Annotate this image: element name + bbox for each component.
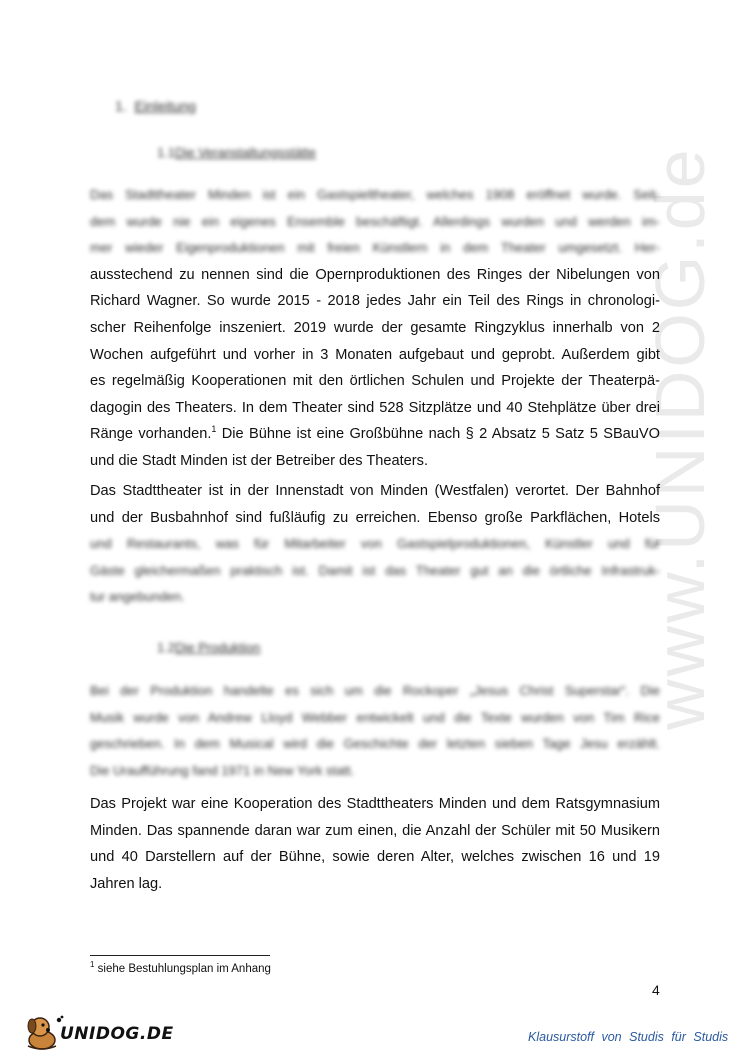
section-heading-1-2 <box>157 640 260 655</box>
text-line: Richard Wagner. So wurde 2015 - 2018 jedes Jahr ein Teil des Rings in chronologi- <box>90 293 660 310</box>
text-line: und 40 Darstellern auf der Bühne, sowie deren Alter, welches zwischen 16 und 19 <box>90 849 660 866</box>
text-line: geschrieben. In dem Musical wird die Geschichte der letzten sieben Tage Jesu erzählt. <box>90 736 660 752</box>
text-line: und Restaurants, was für Mitarbeiter von Gastspielproduktionen, Künstler und für <box>90 536 660 552</box>
section-heading-1-1 <box>157 145 316 160</box>
text-line: dem wurde nie ein eigenes Ensemble beschäftigt. Allerdings wurden und werden im- <box>90 213 660 229</box>
page-number: 4 <box>652 982 660 998</box>
text-line: Die Uraufführung fand 1971 in New York statt. <box>90 762 355 778</box>
text-line: Gäste gleichermaßen praktisch ist. Damit ist das Theater gut an die örtliche Infrastruk- <box>90 562 660 578</box>
text-line: ausstechend zu nennen sind die Opernproduktionen des Ringes der Nibelungen von <box>90 266 660 283</box>
text-line: es regelmäßig Kooperationen mit den örtlichen Schulen und Projekte der Theaterpä- <box>90 373 660 390</box>
tagline: Klausurstoff von Studis für Studis <box>528 1030 729 1044</box>
text-line: Das Stadttheater ist in der Innenstadt von Minden (Westfalen) verortet. Der Bahnhof <box>90 483 660 499</box>
section-title: Die Produktion <box>175 640 261 655</box>
text-line: scher Reihenfolge inszeniert. 2019 wurde der gesamte Ringzyklus innerhalb von 2 <box>90 319 660 336</box>
text-line: Musik wurde von Andrew Lloyd Webber entwickelt und die Texte wurden von Tim Rice <box>90 709 660 725</box>
watermark: www.UNIDOG.de <box>641 146 719 730</box>
text-line: tur angebunden. <box>90 589 185 605</box>
section-number: 1.2 <box>157 640 176 655</box>
text-line: Wochen aufgeführt und vorher in 3 Monaten aufgebaut und geprobt. Außerdem gibt <box>90 346 660 363</box>
paragraph-4 <box>90 791 660 897</box>
footnote-reference[interactable]: 1 <box>211 424 217 435</box>
heading-einleitung <box>115 98 196 114</box>
text-line: und die Stadt Minden ist der Betreiber des Theaters. <box>90 452 429 469</box>
text-line: mer wieder Eigenproduktionen mit freien Künstlern in dem Theater umgesetzt. Her- <box>90 240 660 256</box>
footnote <box>90 960 271 975</box>
text-line: Minden. Das spannende daran war zum einen, die Anzahl der Schüler mit 50 Musikern <box>90 822 660 839</box>
footnote-mark: 1 <box>90 960 95 970</box>
text-line: Jahren lag. <box>90 875 163 892</box>
footnote-text: siehe Bestuhlungsplan im Anhang <box>94 963 271 975</box>
text-line-with-footnote <box>90 421 660 448</box>
logo-text: UNIDOG.DE <box>60 1024 174 1044</box>
text-line: dagogin des Theaters. In dem Theater sind 528 Sitzplätze und 40 Stehplätze über drei <box>90 399 660 416</box>
text-line: Das Projekt war eine Kooperation des Stadttheaters Minden und dem Ratsgymnasium <box>90 796 660 812</box>
text-segment: Ränge vorhanden. <box>90 426 212 443</box>
paragraph-1 <box>90 182 660 475</box>
paragraph-3 <box>90 678 660 784</box>
text-line: Bei der Produktion handelte es sich um die Rockoper „Jesus Christ Superstar“. Die <box>90 683 660 698</box>
paragraph-2 <box>90 478 660 611</box>
footnote-divider <box>90 955 270 956</box>
text-line: und der Busbahnhof sind fußläufig zu erreichen. Ebenso große Parkflächen, Hotels <box>90 509 660 526</box>
section-title: Die Veranstaltungsstätte <box>175 145 316 160</box>
heading-number: 1. <box>115 98 127 114</box>
heading-title: Einleitung <box>134 98 196 114</box>
unidog-logo <box>22 1012 172 1052</box>
section-number: 1.1 <box>157 145 176 160</box>
text-line: Das Stadttheater Minden ist ein Gastspieltheater, welches 1908 eröffnet wurde. Seit- <box>90 187 660 202</box>
text-segment: Die Bühne ist eine Großbühne nach § 2 Absatz 5 Satz 5 SBauVO <box>216 426 660 443</box>
